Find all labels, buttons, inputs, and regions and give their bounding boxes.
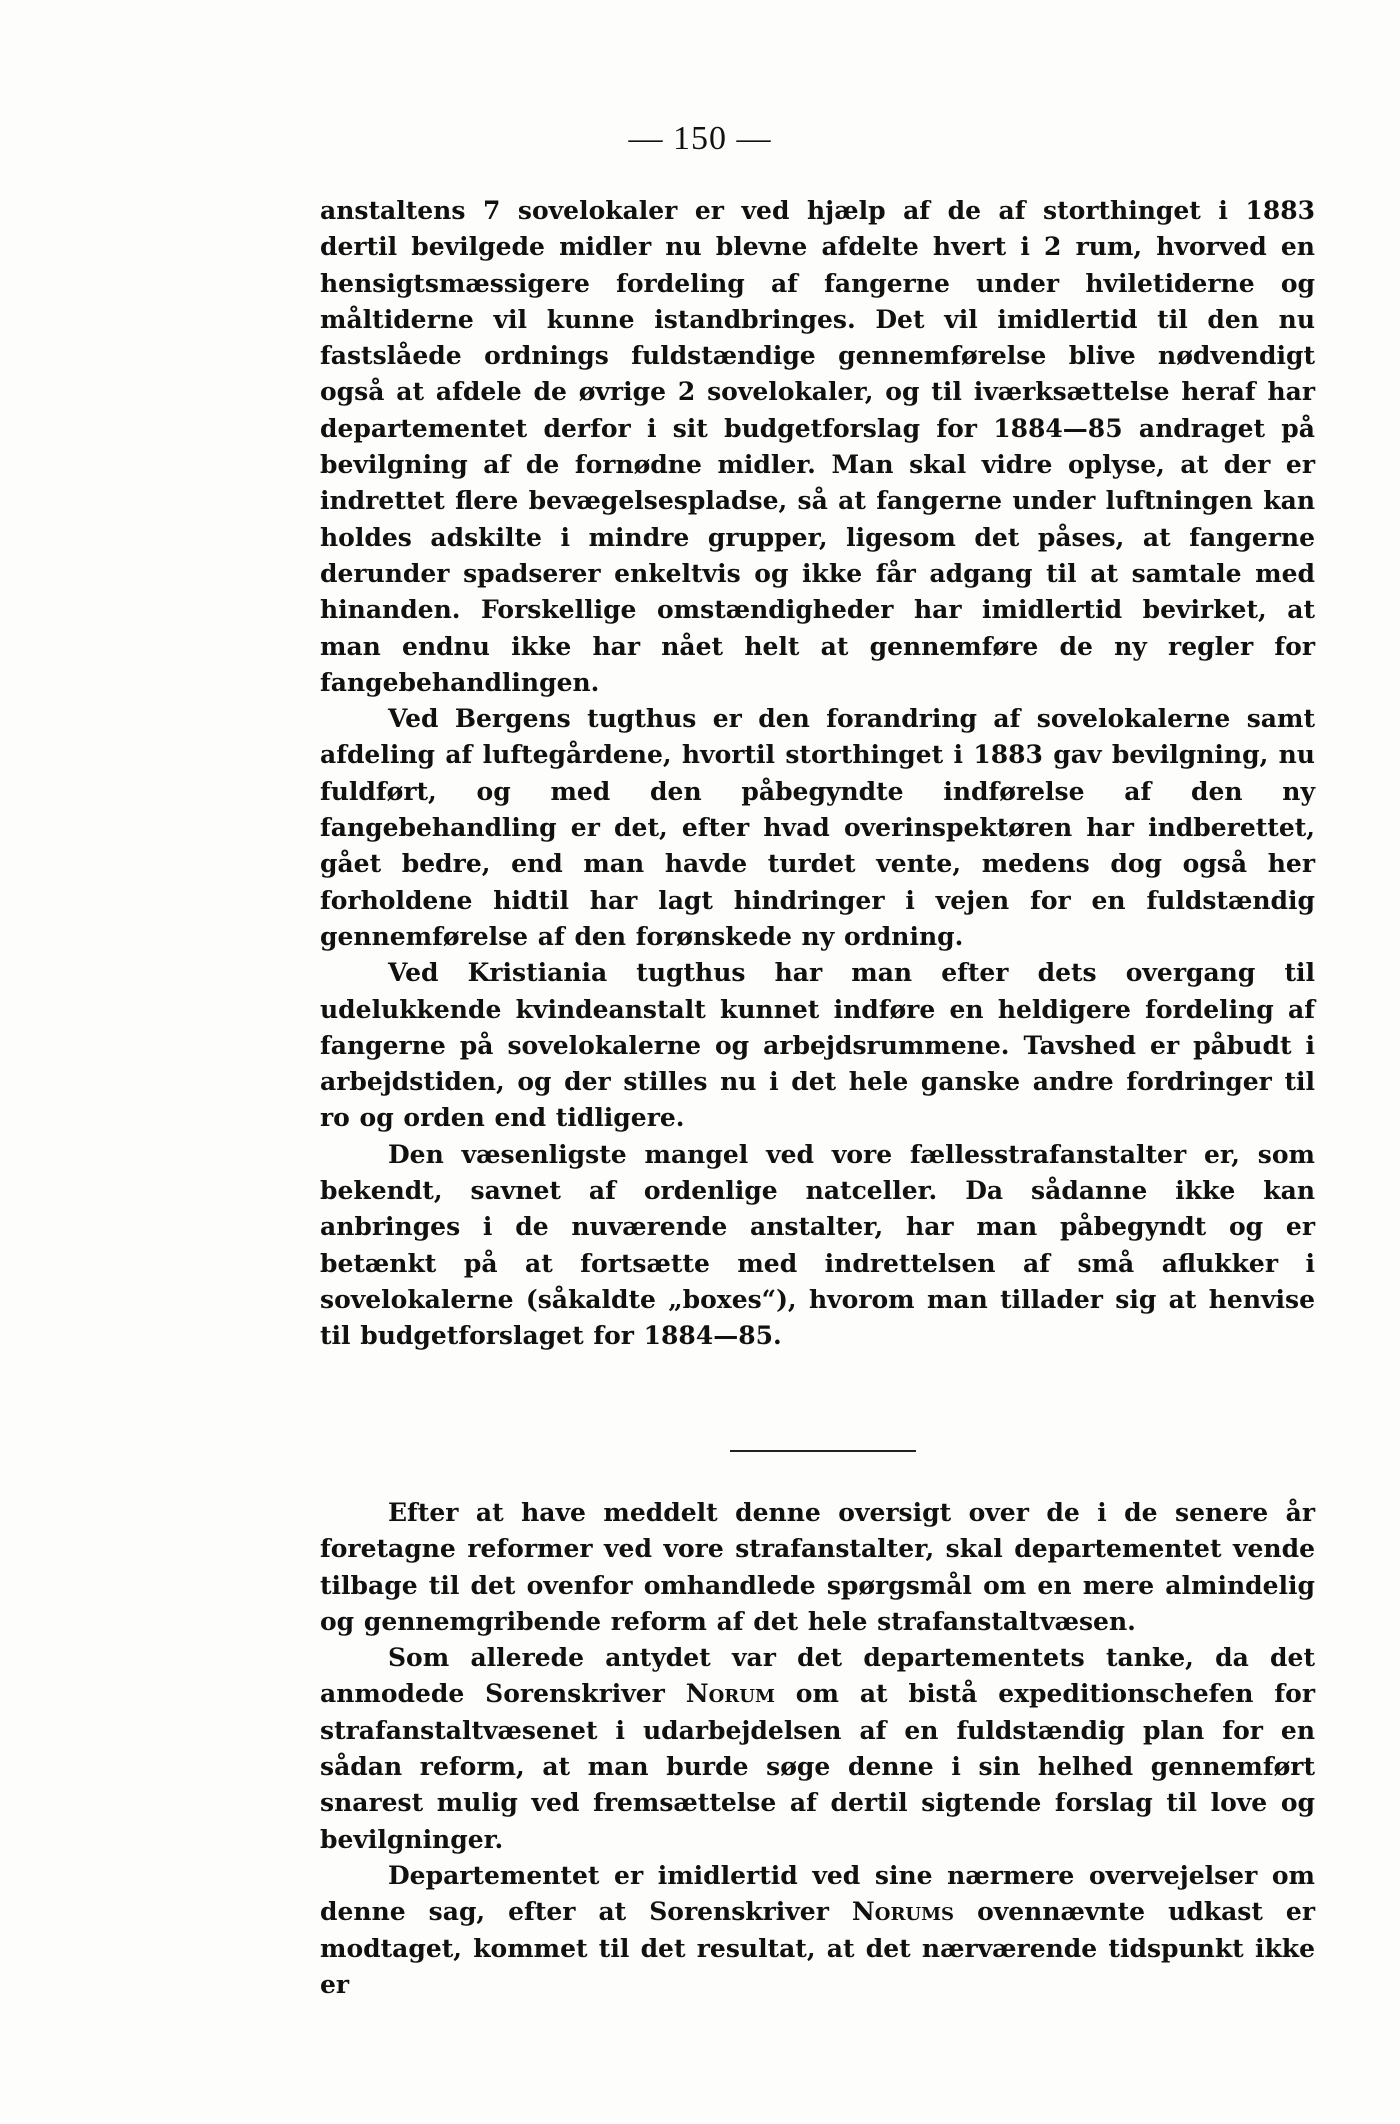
paragraph-bergen: Ved Bergens tugthus er den forandring af sovelokalerne samt afdeling af luftegårdene, hvortil storthinget i 1883 gav bevilgning, nu fuldført, og med den påbegyndte indførelse af den ny fangebehandling er det, efter hvad overinspektøren har indberettet, gået bedre, end man havde turdet vente, medens dog også her forholdene hidtil har lagt hindringer i vejen for en fuldstændig gennemførelse af den forønskede ny ordning. [320, 704, 1315, 951]
page-number: — 150 — [628, 120, 772, 157]
lower-text-section [320, 1495, 1315, 2003]
paragraph-departementet [320, 1858, 1315, 2003]
upper-text-section [320, 193, 1315, 1355]
paragraph-natceller: Den væsenligste mangel ved vore fællesstrafanstalter er, som bekendt, savnet af ordenlige natceller. Da sådanne ikke kan anbringes i de nuværende anstalter, har man påbegyndt og er betænkt på at fortsætte med indrettelsen af små aflukker i sovelokalerne (såkaldte „boxes“), hvorom man tillader sig at henvise til budgetforslaget for 1884—85. [320, 1139, 1315, 1351]
section-divider [730, 1450, 916, 1452]
paragraph-text-part: om at bistå expeditionschefen for strafanstaltvæsenet i udarbejdelsen af en fuldstændig plan for en sådan reform, at man burde søge denne i sin helhed gennemført snarest mulig ved fremsættelse af dertil sigtende forslag til love og bevilgninger. [320, 1679, 1315, 1854]
paragraph-text-part: Departementet er imidlertid ved sine nærmere overvejelser om denne sag, efter at Sorenskriver [320, 1860, 1315, 1927]
paragraph-kristiania: Ved Kristiania tugthus har man efter dets overgang til udelukkende kvindeanstalt kunnet indføre en heldigere fordeling af fangerne på sovelokalerne og arbejdsrummene. Tavshed er påbudt i arbejdstiden, og der stilles nu i det hele ganske andre fordringer til ro og orden end tidligere. [320, 958, 1315, 1133]
paragraph-oversigt: Efter at have meddelt denne oversigt over de i de senere år foretagne reformer ved vore strafanstalter, skal departementet vende tilbage til det ovenfor omhandlede spørgsmål om en mere almindelig og gennemgribende reform af det hele strafanstaltvæsen. [320, 1498, 1315, 1636]
paragraph-norum-plan [320, 1640, 1315, 1858]
person-name: Norum [685, 1679, 775, 1709]
paragraph-text-part: Som allerede antydet var det departementets tanke, da det anmodede Sorenskriver [320, 1643, 1315, 1709]
paragraph-text-part: ovennævnte udkast er modtaget, kommet til det resultat, at det nærværende tidspunkt ikke er [320, 1897, 1315, 1999]
person-name: Norums [851, 1897, 955, 1927]
paragraph-continuation: anstaltens 7 sovelokaler er ved hjælp af de af storthinget i 1883 dertil bevilgede midler nu blevne afdelte hvert i 2 rum, hvorved en hensigtsmæssigere fordeling af fangerne under hviletiderne og måltiderne vil kunne istandbringes. Det vil imidlertid til den nu fastslåede ordnings fuldstændige gennemførelse blive nødvendigt også at afdele de øvrige 2 sovelokaler, og til iværksættelse heraf har departementet derfor i sit budgetforslag for 1884—85 andraget på bevilgning af de fornødne midler. Man skal vidre oplyse, at der er indrettet flere bevægelsespladse, så at fangerne under luftningen kan holdes adskilte i mindre grupper, ligesom det påses, at fangerne derunder spadserer enkeltvis og ikke får adgang til at samtale med hinanden. Forskellige omstændigheder har imidlertid bevirket, at man endnu ikke har nået helt at gennemføre de ny regler for fangebehandlingen. [320, 196, 1315, 697]
